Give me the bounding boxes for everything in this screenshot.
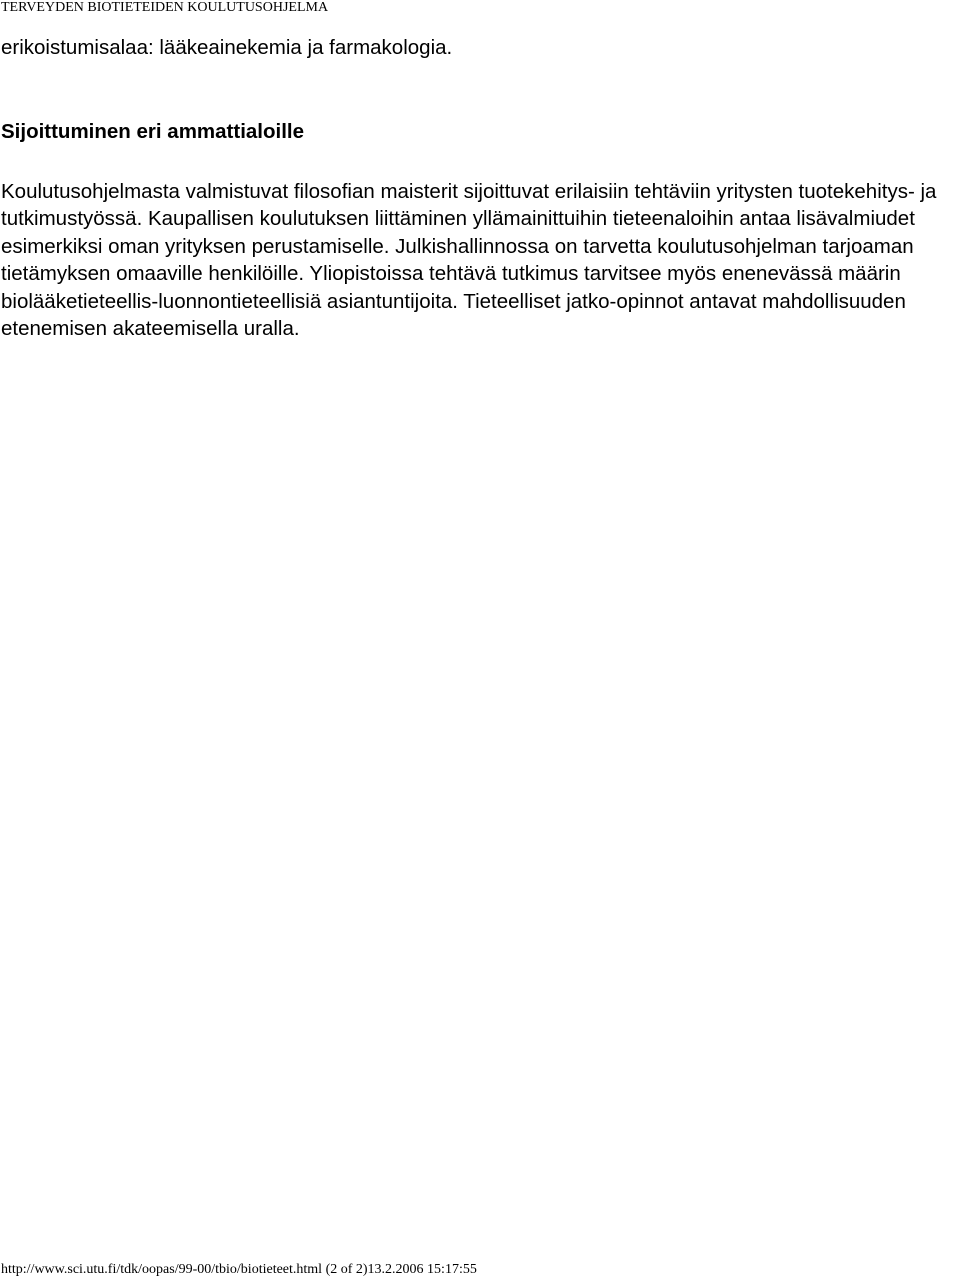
print-header <box>1 0 328 16</box>
intro-line: erikoistumisalaa: lääkeainekemia ja farmakologia. <box>1 36 453 59</box>
section-heading: Sijoittuminen eri ammattialoille <box>1 120 305 143</box>
section-body: Koulutusohjelmasta valmistuvat filosofian maisterit sijoittuvat erilaisiin tehtäviin yritysten tuotekehitys- ja tutkimustyössä. Kaupallisen koulutuksen liittäminen yllämainittuihin tieteenaloihin antaa lisävalmiudet esimerkiksi oman yrityksen perustamiselle. Julkishallinnossa on tarvetta koulutusohjelman tarjoaman tietämyksen omaaville henkilöille. Yliopistoissa tehtävä tutkimus tarvitsee myös enenevässä määrin biolääketieteellis-luonnontieteellisiä asiantuntijoita. Tieteelliset jatko-opinnot antavat mahdollisuuden etenemisen akateemisella uralla. <box>1 180 937 341</box>
print-footer <box>1 1262 477 1278</box>
print-footer-text: http://www.sci.utu.fi/tdk/oopas/99-00/tbio/biotieteet.html (2 of 2)13.2.2006 15:17:55 <box>1 1262 477 1277</box>
document-content <box>1 34 959 341</box>
print-header-title: TERVEYDEN BIOTIETEIDEN KOULUTUSOHJELMA <box>1 0 329 15</box>
